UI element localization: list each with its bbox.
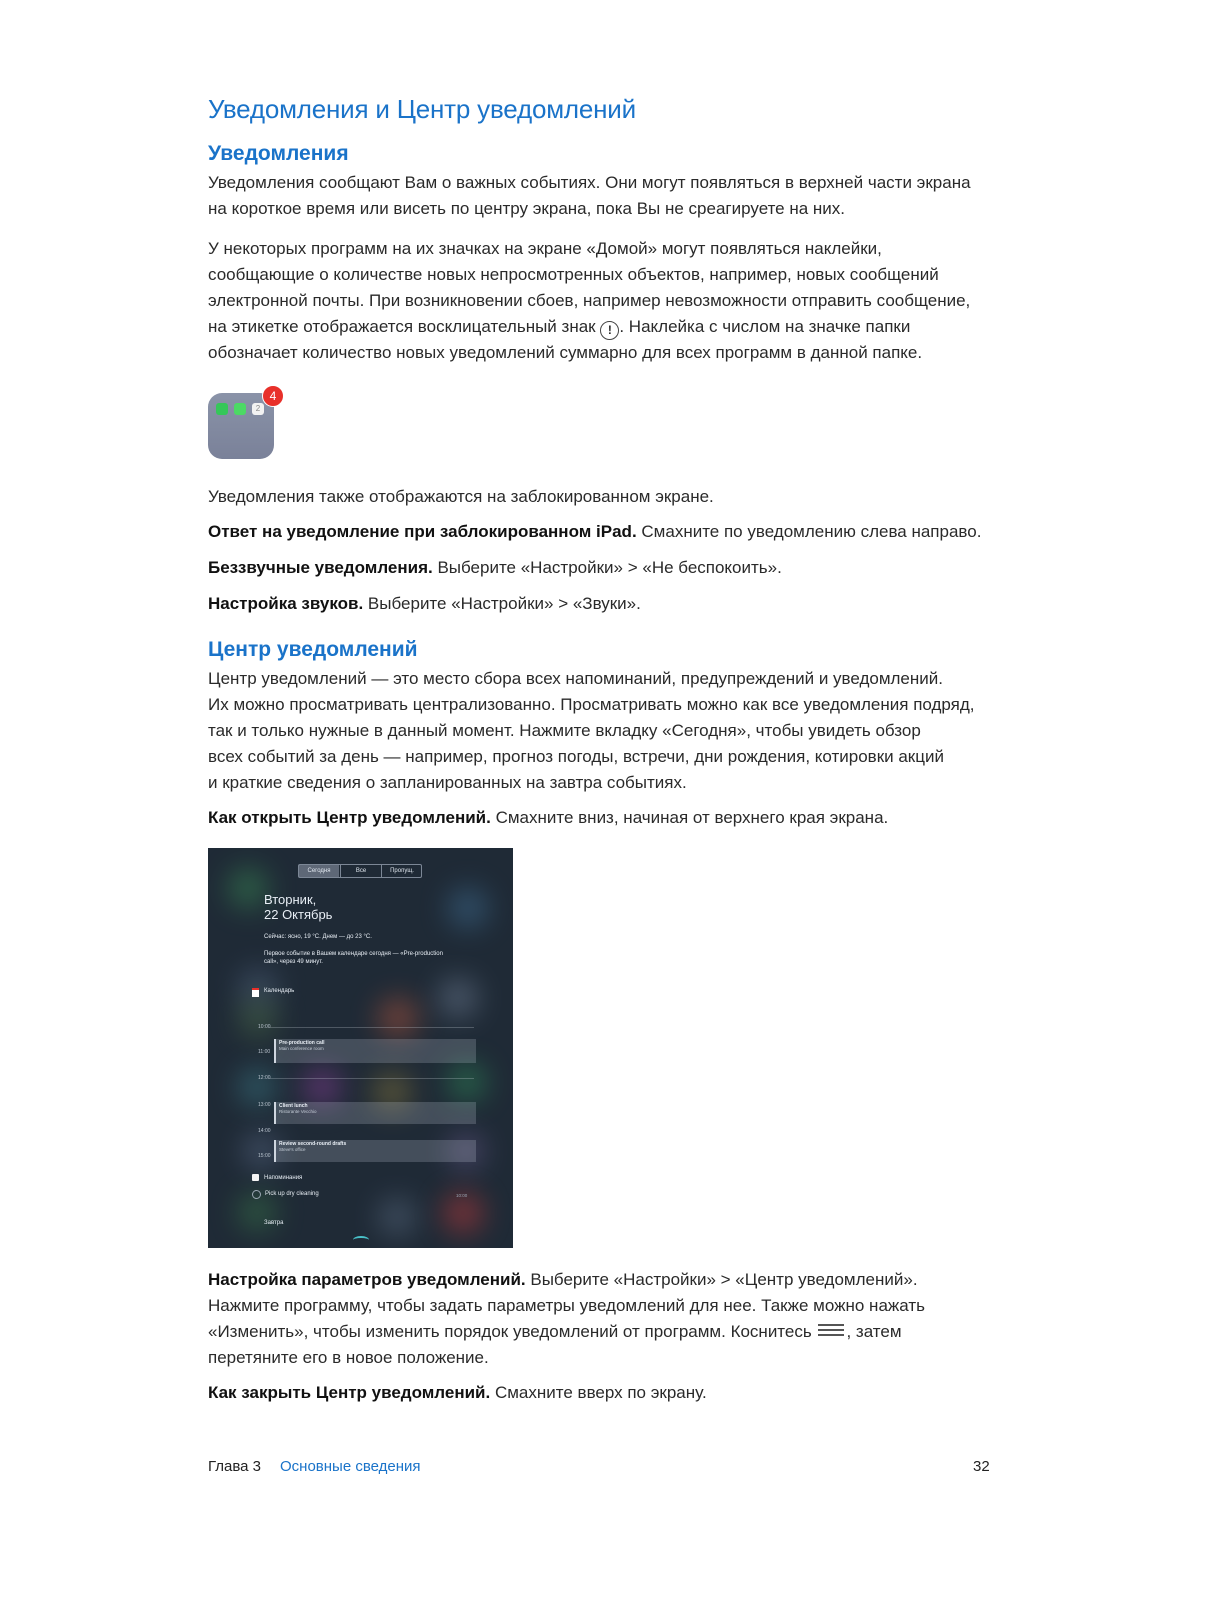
paragraph-notifications-intro: Уведомления сообщают Вам о важных событиях. Они могут появляться в верхней части экрана на короткое время или висеть по центру экрана, пока Вы не среагируете на них. <box>208 173 971 218</box>
tab-today: Сегодня <box>299 865 339 877</box>
page-title: Уведомления и Центр уведомлений <box>208 94 636 124</box>
tip-open-center: Как открыть Центр уведомлений. Смахните вниз, начиная от верхнего края экрана. <box>208 808 889 827</box>
tip-sounds: Настройка звуков. Выберите «Настройки» > «Звуки». <box>208 594 641 613</box>
notification-center-screenshot: Сегодня Все Пропущ. Вторник, 22 Октябрь Сейчас: ясно, 19 °C. Днем — до 23 °C. Первое событие в Вашем календаре сегодня — «Pre-production call», через 49 минут. Календарь 10:00 11:00 12:00 13:00 14:00 15:00 Pre-production call Main conference room Client lunch Ristorante Vecchio Review second-round drafts Steve's office Напоминания Pick up dry cleaning 10:00 Завтра <box>208 848 513 1248</box>
reminders-icon <box>252 1174 259 1181</box>
section-heading-notification-center: Центр уведомлений <box>208 638 418 661</box>
footer-section-link[interactable]: Основные сведения <box>280 1458 421 1475</box>
messages-mini-icon <box>234 403 246 415</box>
calendar-event: Review second-round drafts Steve's office <box>274 1140 476 1162</box>
footer-chapter: Глава 3 <box>208 1458 262 1475</box>
paragraph-notification-settings: Настройка параметров уведомлений. Выберите «Настройки» > «Центр уведомлений». Нажмите программу, чтобы задать параметры уведомлений для нее. Также можно нажать «Изменить», чтобы изменить порядок уведомлений от программ. Коснитесь , затем перетяните его в новое положение. <box>208 1270 925 1367</box>
tomorrow-label: Завтра <box>264 1220 284 1226</box>
day-label: Вторник, <box>264 892 317 907</box>
paragraph-lock-screen: Уведомления также отображаются на заблокированном экране. <box>208 487 714 506</box>
reminder-item: Pick up dry cleaning <box>265 1191 319 1197</box>
grabber-handle-icon <box>353 1236 369 1244</box>
section-heading-notifications: Уведомления <box>208 142 349 165</box>
weather-text: Сейчас: ясно, 19 °C. Днем — до 23 °C. <box>264 934 372 940</box>
reminder-checkbox-icon <box>252 1190 261 1199</box>
calendar-icon <box>252 988 259 997</box>
exclamation-icon: ! <box>600 321 619 340</box>
calendar-event: Pre-production call Main conference room <box>274 1039 476 1063</box>
page-number: 32 <box>973 1458 990 1475</box>
reorder-handle-icon <box>818 1324 844 1336</box>
calendar-event: Client lunch Ristorante Vecchio <box>274 1102 476 1124</box>
calendar-label: Календарь <box>264 988 295 994</box>
tip-silent: Беззвучные уведомления. Выберите «Настройки» > «Не беспокоить». <box>208 558 782 577</box>
tip-close-center: Как закрыть Центр уведомлений. Смахните вверх по экрану. <box>208 1383 707 1402</box>
reminder-time: 10:00 <box>456 1193 468 1198</box>
tip-reply-locked: Ответ на уведомление при заблокированном iPad. Смахните по уведомлению слева направо. <box>208 522 982 541</box>
tab-missed: Пропущ. <box>381 865 422 877</box>
notification-badge: 4 <box>262 385 284 407</box>
paragraph-badges: У некоторых программ на их значках на экране «Домой» могут появляться наклейки, сообщающие о количестве новых непросмотренных объектов, например, новых сообщений электронной почты. При возникновении сбоев, например невозможности отправить сообщение, на этикетке отображается восклицательный знак ! . Наклейка с числом на значке папки обозначает количество новых уведомлений суммарно для всех программ в данной папке. <box>208 239 971 362</box>
tab-all: Все <box>340 865 381 877</box>
facetime-mini-icon <box>216 403 228 415</box>
paragraph-notification-center: Центр уведомлений — это место сбора всех напоминаний, предупреждений и уведомлений. Их можно просматривать централизованно. Просматривать можно как все уведомления подряд, так и только нужные в данный момент. Нажмите вкладку «Сегодня», чтобы увидеть обзор всех событий за день — например, прогноз погоды, встречи, дни рождения, котировки акций и краткие сведения о запланированных на завтра событиях. <box>208 669 975 792</box>
calendar-mini-icon: 2 <box>252 403 264 415</box>
date-label: 22 Октябрь <box>264 907 333 922</box>
reminders-label: Напоминания <box>264 1175 303 1181</box>
tab-control <box>298 864 422 878</box>
event-note: Первое событие в Вашем календаре сегодня — «Pre-production <box>264 951 443 957</box>
